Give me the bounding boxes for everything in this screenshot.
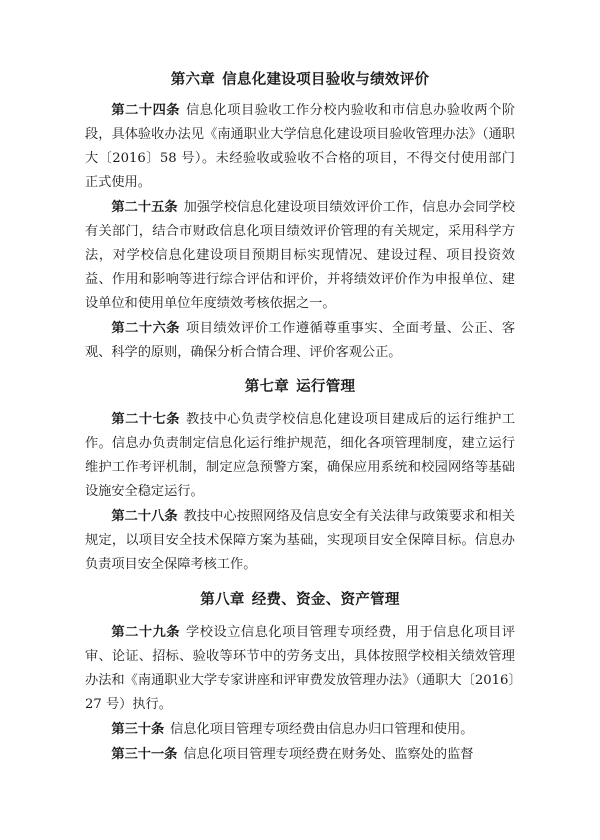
article-number: 第二十五条 <box>111 200 178 215</box>
article-number: 第三十条 <box>111 722 165 737</box>
chapter-title <box>85 588 515 612</box>
article-27 <box>85 408 515 504</box>
article-24 <box>85 99 515 195</box>
article-31 <box>85 743 515 767</box>
chapter-6 <box>85 68 515 365</box>
article-number: 第二十四条 <box>111 103 181 118</box>
chapter-heading: 信息化建设项目验收与绩效评价 <box>222 72 430 88</box>
chapter-number: 第七章 <box>244 379 290 395</box>
document-body <box>85 68 515 767</box>
article-text: 加强学校信息化建设项目绩效评价工作，信息办会同学校有关部门，结合市财政信息化项目绩效评价管理的有关规定，采用科学方法，对学校信息化建设项目预期目标实现情况、建设过程、项目投资效益、作用和影响等进行综合评估和评价，并将绩效评价作为申报单位、建设单位和使用单位年度绩效考核依据之一。 <box>85 200 515 311</box>
article-text: 信息化项目验收工作分校内验收和市信息办验收两个阶段，具体验收办法见《南通职业大学信息化建设项目验收管理办法》（通职大〔2016〕58 号）。未经验收或验收不合格的项目，不得交付使用部门正式使用。 <box>85 103 516 190</box>
article-28 <box>85 505 515 577</box>
chapter-number: 第六章 <box>170 72 216 88</box>
article-29 <box>85 621 515 717</box>
article-number: 第三十一条 <box>111 747 178 762</box>
article-text: 信息化项目管理专项经费在财务处、监察处的监督 <box>183 747 474 762</box>
article-number: 第二十九条 <box>111 625 181 640</box>
chapter-heading: 经费、资金、资产管理 <box>251 592 400 608</box>
article-number: 第二十七条 <box>111 412 181 427</box>
article-30 <box>85 718 515 742</box>
article-number: 第二十八条 <box>111 509 178 524</box>
chapter-title <box>85 375 515 399</box>
chapter-title <box>85 68 515 92</box>
chapter-7 <box>85 375 515 577</box>
article-text: 信息化项目管理专项经费由信息办归口管理和使用。 <box>170 722 474 737</box>
article-text: 项目绩效评价工作遵循尊重事实、全面考量、公正、客观、科学的原则，确保分析合情合理、评价客观公正。 <box>85 321 516 360</box>
article-25 <box>85 196 515 316</box>
chapter-8 <box>85 588 515 767</box>
article-number: 第二十六条 <box>111 321 181 336</box>
chapter-number: 第八章 <box>200 592 245 608</box>
chapter-heading: 运行管理 <box>296 379 356 395</box>
article-text: 教技中心按照网络及信息安全有关法律与政策要求和相关规定，以项目安全技术保障方案为基础，实现项目安全保障目标。信息办负责项目安全保障考核工作。 <box>85 509 515 572</box>
article-text: 教技中心负责学校信息化建设项目建成后的运行维护工作。信息办负责制定信息化运行维护规范，细化各项管理制度，建立运行维护工作考评机制，制定应急预警方案，确保应用系统和校园网络等基础设施安全稳定运行。 <box>85 412 516 499</box>
article-26 <box>85 317 515 365</box>
article-text: 学校设立信息化项目管理专项经费，用于信息化项目评审、论证、招标、验收等环节中的劳务支出，具体按照学校相关绩效管理办法和《南通职业大学专家讲座和评审费发放管理办法》（通职大〔2016〕27 号）执行。 <box>85 625 516 712</box>
